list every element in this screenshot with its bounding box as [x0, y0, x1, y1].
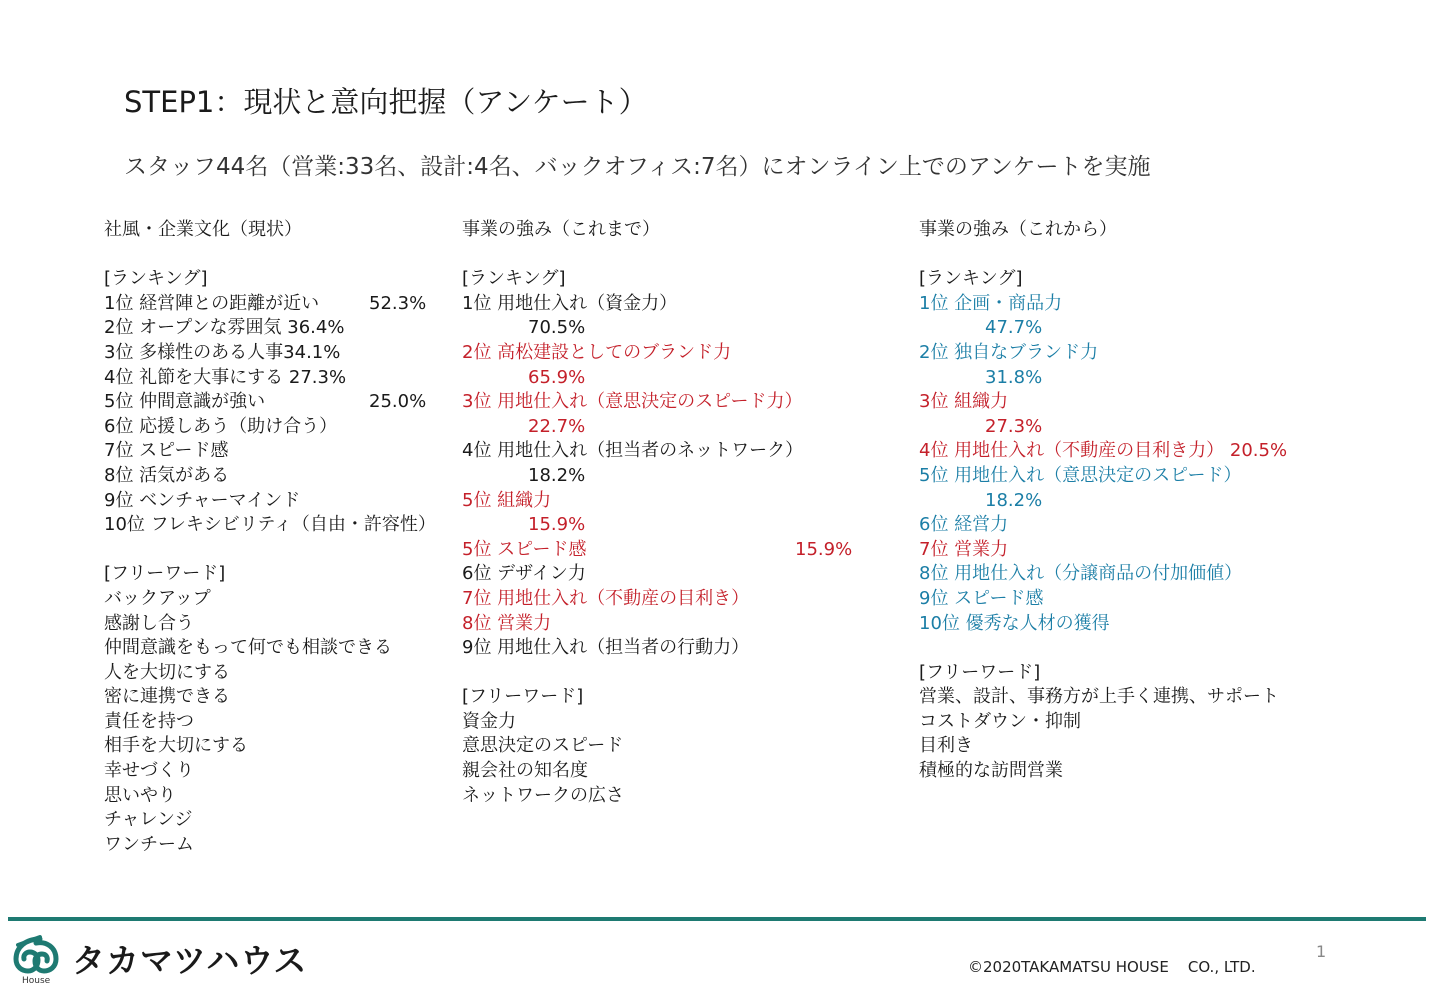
ranking-item-percent: 18.2% — [985, 489, 1043, 511]
strengths-past-column — [462, 218, 862, 808]
ranking-item-text: 6位 経営力 — [919, 514, 1009, 536]
ranking-item — [462, 636, 862, 661]
ranking-item-percent: 27.3% — [985, 415, 1043, 437]
freeword-item: 意思決定のスピード — [462, 735, 624, 757]
ranking-label: [ランキング] — [462, 268, 566, 290]
ranking-item — [462, 439, 862, 464]
ranking-item-percent: 70.5% — [528, 317, 586, 339]
spacer — [919, 243, 1339, 268]
logo-subtext: House — [22, 976, 51, 986]
column-heading: 社風・企業文化（現状） — [104, 219, 302, 240]
copyright-text: ©2020TAKAMATSU HOUSE CO., LTD. — [968, 958, 1256, 976]
ranking-item-text: 3位 多様性のある人事34.1% — [104, 341, 341, 363]
ranking-item-text: 4位 用地仕入れ（担当者のネットワーク） — [462, 440, 804, 462]
ranking-item — [104, 513, 444, 538]
column-heading: 事業の強み（これから） — [919, 219, 1117, 240]
ranking-item-text: 7位 営業力 — [919, 538, 1009, 560]
ranking-item-percent: 25.0% — [369, 391, 427, 413]
ranking-item-text: 5位 スピード感 — [462, 538, 587, 560]
ranking-item-text: 9位 用地仕入れ（担当者の行動力） — [462, 637, 750, 659]
freeword-item: ワンチーム — [104, 833, 194, 855]
ranking-item-text: 10位 優秀な人材の獲得 — [919, 612, 1110, 634]
ranking-item-text: 5位 用地仕入れ（意思決定のスピード） — [919, 464, 1242, 486]
ranking-item-text: 7位 スピード感 — [104, 440, 229, 462]
freeword-item: 目利き — [919, 735, 973, 757]
ranking-item-text: 1位 経営陣との距離が近い — [104, 292, 320, 314]
ranking-item — [919, 390, 1339, 415]
ranking-item — [462, 341, 862, 366]
ranking-item-text: 1位 用地仕入れ（資金力） — [462, 292, 678, 314]
strengths-future-column — [919, 218, 1339, 784]
ranking-item — [462, 538, 862, 563]
page-number: 1 — [1316, 942, 1327, 961]
ranking-item-percent: 15.9% — [795, 538, 853, 560]
ranking-item-text: 7位 用地仕入れ（不動産の目利き） — [462, 587, 750, 609]
culture-column — [104, 218, 444, 857]
freeword-item: 密に連携できる — [104, 686, 230, 708]
freeword-item: 感謝し合う — [104, 612, 194, 634]
ranking-item-text: 3位 用地仕入れ（意思決定のスピード力） — [462, 391, 803, 413]
ranking-item — [919, 341, 1339, 366]
ranking-label: [ランキング] — [104, 268, 208, 290]
ranking-item — [919, 292, 1339, 317]
ranking-item — [104, 390, 444, 415]
ranking-item-text: 6位 応援しあう（助け合う） — [104, 415, 338, 437]
spacer — [462, 661, 862, 686]
ranking-item-text: 9位 ベンチャーマインド — [104, 489, 301, 511]
ranking-item-text: 6位 デザイン力 — [462, 563, 586, 585]
ranking-item — [104, 366, 444, 391]
footer-rule — [8, 917, 1426, 921]
freeword-item: チャレンジ — [104, 809, 193, 831]
ranking-item-percent: 65.9% — [528, 366, 586, 388]
freeword-item: コストダウン・抑制 — [919, 710, 1081, 732]
ranking-item-percent: 31.8% — [985, 366, 1043, 388]
ranking-item-text: 5位 組織力 — [462, 489, 552, 511]
ranking-item — [462, 292, 862, 317]
ranking-item — [104, 464, 444, 489]
ranking-item-text: 8位 活気がある — [104, 464, 230, 486]
freeword-item: 幸せづくり — [104, 760, 194, 782]
freeword-label: [フリーワード] — [104, 563, 226, 585]
freeword-item: 親会社の知名度 — [462, 760, 588, 782]
freeword-item: 思いやり — [104, 784, 176, 806]
freeword-item: 積極的な訪問営業 — [919, 760, 1063, 782]
page-title: STEP1：現状と意向把握（アンケート） — [124, 85, 648, 119]
ranking-item — [919, 538, 1339, 563]
ranking-item-text: 5位 仲間意識が強い — [104, 391, 266, 413]
ranking-item-text: 8位 用地仕入れ（分譲商品の付加価値） — [919, 563, 1243, 585]
page-subtitle: スタッフ44名（営業:33名、設計:4名、バックオフィス:7名）にオンライン上でのアンケートを実施 — [124, 154, 1151, 180]
ranking-item — [919, 612, 1339, 637]
ranking-item-percent: 18.2% — [528, 464, 586, 486]
ranking-item — [919, 562, 1339, 587]
ranking-item — [919, 439, 1339, 464]
freeword-item: 責任を持つ — [104, 710, 194, 732]
ranking-item — [104, 439, 444, 464]
ranking-item — [462, 587, 862, 612]
ranking-label: [ランキング] — [919, 268, 1023, 290]
freeword-item: 相手を大切にする — [104, 735, 248, 757]
ranking-item — [104, 341, 444, 366]
ranking-item — [104, 316, 444, 341]
ranking-item — [462, 612, 862, 637]
ranking-item-text: 9位 スピード感 — [919, 587, 1044, 609]
freeword-item: 仲間意識をもって何でも相談できる — [104, 637, 392, 659]
ranking-item-text: 10位 フレキシビリティ（自由・許容性） — [104, 514, 436, 536]
ranking-item-text: 2位 高松建設としてのブランド力 — [462, 341, 732, 363]
ranking-item-percent: 52.3% — [369, 292, 427, 314]
ranking-item — [104, 292, 444, 317]
spacer — [104, 243, 444, 268]
ranking-item — [104, 415, 444, 440]
freeword-item: 人を大切にする — [104, 661, 230, 683]
ranking-item — [462, 390, 862, 415]
ranking-item-text: 4位 礼節を大事にする 27.3% — [104, 366, 347, 388]
freeword-label: [フリーワード] — [919, 661, 1041, 683]
ranking-item-percent: 22.7% — [528, 415, 586, 437]
ranking-item-text: 8位 営業力 — [462, 612, 552, 634]
spacer — [462, 243, 862, 268]
column-heading: 事業の強み（これまで） — [462, 219, 660, 240]
ranking-item — [919, 513, 1339, 538]
ranking-item-percent: 47.7% — [985, 317, 1043, 339]
freeword-item: 営業、設計、事務方が上手く連携、サポート — [919, 686, 1279, 708]
ranking-item-text: 4位 用地仕入れ（不動産の目利き力） 20.5% — [919, 440, 1288, 462]
ranking-item-text: 2位 オープンな雰囲気 36.4% — [104, 317, 345, 339]
spacer — [919, 636, 1339, 661]
freeword-label: [フリーワード] — [462, 686, 584, 708]
freeword-item: ネットワークの広さ — [462, 784, 624, 806]
ranking-item-text: 3位 組織力 — [919, 391, 1009, 413]
ranking-item — [919, 587, 1339, 612]
ranking-item-text: 1位 企画・商品力 — [919, 292, 1063, 314]
company-logo-text: タカマツハウス — [72, 941, 308, 980]
ranking-item-text: 2位 独自なブランド力 — [919, 341, 1099, 363]
freeword-item: 資金力 — [462, 710, 516, 732]
spacer — [104, 538, 444, 563]
ranking-item — [919, 464, 1339, 489]
freeword-item: バックアップ — [104, 587, 211, 609]
ranking-item — [462, 489, 862, 514]
ranking-item — [462, 562, 862, 587]
ranking-item-percent: 15.9% — [528, 514, 586, 536]
ranking-item — [104, 489, 444, 514]
